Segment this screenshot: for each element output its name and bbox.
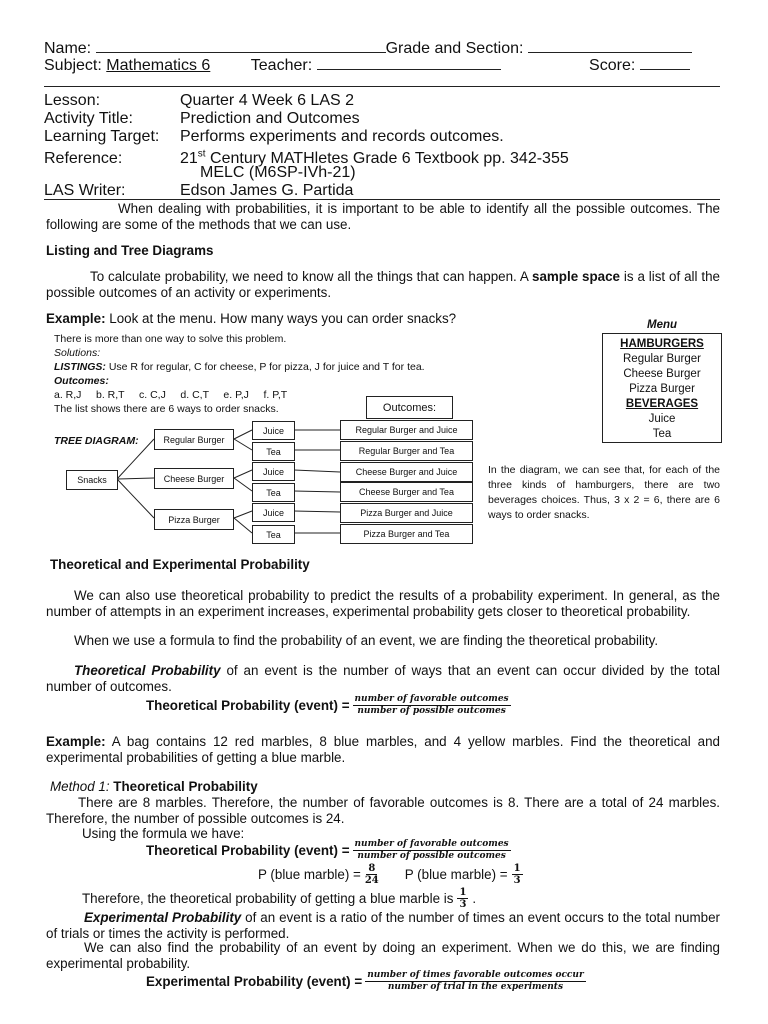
tree-line bbox=[294, 470, 340, 472]
activity-value: Prediction and Outcomes bbox=[180, 110, 360, 127]
solutions-label: Solutions: bbox=[54, 347, 101, 359]
subject-label: Subject: bbox=[44, 57, 102, 74]
writer-value: Edson James G. Partida bbox=[180, 182, 354, 199]
solution-line1: There is more than one way to solve this problem. bbox=[54, 333, 287, 345]
formula-denominator: number of possible outcomes bbox=[357, 706, 506, 716]
formula-label: Theoretical Probability (event) = bbox=[146, 698, 350, 713]
tree-line bbox=[234, 470, 252, 478]
method1-conclusion: Therefore, the theoretical probability of getting a blue marble is $\frac{1}{3}$ . bbox=[82, 887, 477, 910]
tree-burger-cheese: Cheese Burger bbox=[154, 468, 234, 489]
melc-value: MELC (M6SP-IVh-21) bbox=[200, 164, 356, 181]
menu-title: Menu bbox=[646, 319, 678, 331]
fraction-1-3: $\frac{1}{3}$ bbox=[513, 863, 521, 886]
menu-item: Juice bbox=[648, 413, 676, 425]
method1-formula: Theoretical Probability (event) = $\frac{\text{number of favorable outcomes}}{\text{number of possible outcomes}}$ bbox=[146, 839, 509, 861]
tree-line bbox=[234, 511, 252, 518]
listings-line: LISTINGS: Use R for regular, C for cheese, P for pizza, J for juice and T for tea. bbox=[54, 361, 425, 373]
menu-hamburgers-heading: HAMBURGERS bbox=[620, 338, 704, 350]
experimental-definition: Experimental Probability of an event is a ratio of the number of times an event occurs to the total number of trials or times the activity is performed. bbox=[46, 910, 720, 941]
tree-outcome: Cheese Burger and Tea bbox=[340, 482, 473, 502]
tree-outcome: Pizza Burger and Juice bbox=[340, 503, 473, 523]
diagram-note: In the diagram, we can see that, for each of the three kinds of hamburgers, there are two beverages choices. Thus, 3 x 2 = 6, there are 6 ways to order snacks. bbox=[488, 464, 720, 521]
teacher-label: Teacher: bbox=[250, 57, 313, 74]
formula-fraction: $\frac{\text{number of favorable outcomes}}{\text{number of possible outcomes}}$ bbox=[354, 839, 509, 861]
listing-heading: Listing and Tree Diagrams bbox=[46, 243, 214, 258]
tree-line bbox=[294, 511, 340, 512]
reference-label: Reference: bbox=[44, 150, 123, 168]
name-label: Name: bbox=[44, 40, 92, 57]
tree-line bbox=[234, 430, 252, 439]
menu-item: Tea bbox=[652, 428, 672, 440]
method1-title: Method 1: Theoretical Probability bbox=[50, 779, 258, 794]
theoretical-experimental-heading: Theoretical and Experimental Probability bbox=[50, 557, 310, 572]
tree-line bbox=[234, 439, 252, 450]
tree-outcome: Regular Burger and Tea bbox=[340, 441, 473, 461]
tree-drink-tea: Tea bbox=[252, 483, 295, 502]
tree-outcomes-header: Outcomes: bbox=[366, 396, 453, 419]
target-value: Performs experiments and records outcomes. bbox=[180, 128, 504, 145]
experimental-formula: Experimental Probability (event) = $\frac{\text{number of times favorable outcomes occur}}{\text{number of trial in the experiments}}$ bbox=[146, 970, 584, 992]
activity-label: Activity Title: bbox=[44, 110, 133, 127]
example-marbles: Example: A bag contains 12 red marbles, 8 blue marbles, and 4 yellow marbles. Find the theoretical and experimental probabilities of getting a blue marble. bbox=[46, 734, 720, 765]
tree-line bbox=[234, 478, 252, 491]
theoretical-formula bbox=[146, 694, 511, 717]
p-blue-label: P (blue marble) = bbox=[258, 867, 361, 882]
outcomes-list: a. R,J b. R,T c. C,J d. C,T e. P,J f. P,T bbox=[54, 389, 288, 401]
tree-burger-regular: Regular Burger bbox=[154, 429, 234, 450]
formula-fraction: $\frac{\text{number of times favorable outcomes occur}}{\text{number of trial in the experiments}}$ bbox=[367, 970, 584, 992]
grade-label: Grade and Section: bbox=[385, 40, 524, 57]
menu-item: Regular Burger bbox=[623, 353, 701, 365]
lesson-label: Lesson: bbox=[44, 92, 101, 109]
solution-summary: The list shows there are 6 ways to order snacks. bbox=[54, 403, 279, 415]
tree-line bbox=[117, 439, 154, 479]
menu-beverages-heading: BEVERAGES bbox=[625, 398, 699, 410]
lesson-value: Quarter 4 Week 6 LAS 2 bbox=[180, 92, 355, 109]
tree-outcome: Pizza Burger and Tea bbox=[340, 524, 473, 544]
reference-value: 21st Century MATHletes Grade 6 Textbook pp. 342-355 bbox=[180, 149, 569, 168]
sample-space-paragraph: To calculate probability, we need to know all the things that can happen. A sample space is a list of all the possible outcomes of an activity or experiments. bbox=[46, 269, 720, 300]
tree-drink-juice: Juice bbox=[252, 503, 295, 522]
method1-using: Using the formula we have: bbox=[82, 826, 245, 841]
theoretical-para1: We can also use theoretical probability to predict the results of a probability experiment. In general, as the number of attempts in an experiment increases, experimental probability gets closer to theoretical probability. bbox=[46, 588, 720, 619]
menu-item: Pizza Burger bbox=[629, 383, 695, 395]
intro-paragraph: When dealing with probabilities, it is important to be able to identify all the possible outcomes. The following are some of the methods that we can use. bbox=[46, 201, 720, 232]
method1-paragraph: There are 8 marbles. Therefore, the number of favorable outcomes is 8. There are a total of 24 marbles. Therefore, the number of possible outcomes is 24. bbox=[46, 795, 720, 826]
menu-box bbox=[602, 333, 722, 443]
experimental-paragraph: We can also find the probability of an event by doing an experiment. When we do this, we are finding experimental probability. bbox=[46, 940, 720, 971]
tree-line bbox=[117, 478, 154, 479]
tree-burger-pizza: Pizza Burger bbox=[154, 509, 234, 530]
theoretical-definition: Theoretical Probability of an event is the number of ways that an event can occur divided by the total number of outcomes. bbox=[46, 663, 720, 694]
tree-line bbox=[234, 518, 252, 533]
tree-outcome: Cheese Burger and Juice bbox=[340, 462, 473, 482]
menu-item: Cheese Burger bbox=[623, 368, 701, 380]
tree-line bbox=[117, 479, 154, 518]
tree-drink-juice: Juice bbox=[252, 421, 295, 440]
writer-label: LAS Writer: bbox=[44, 182, 126, 199]
example-menu: Example: Look at the menu. How many ways you can order snacks? bbox=[46, 311, 457, 326]
theoretical-para2: When we use a formula to find the probability of an event, we are finding the theoretical probability. bbox=[74, 633, 659, 648]
target-label: Learning Target: bbox=[44, 128, 160, 145]
tree-label: TREE DIAGRAM: bbox=[54, 435, 139, 447]
formula-numerator: number of favorable outcomes bbox=[354, 694, 509, 704]
tree-drink-juice: Juice bbox=[252, 462, 295, 481]
formula-fraction bbox=[353, 694, 511, 717]
tree-outcome: Regular Burger and Juice bbox=[340, 420, 473, 440]
p-blue-label: P (blue marble) = bbox=[404, 867, 508, 882]
subject-value: Mathematics 6 bbox=[106, 57, 211, 74]
fraction-8-24: $\frac{8}{24}$ bbox=[364, 863, 379, 886]
tree-drink-tea: Tea bbox=[252, 442, 295, 461]
score-label: Score: bbox=[589, 57, 636, 74]
fraction-1-3: $\frac{1}{3}$ bbox=[459, 887, 467, 910]
p-blue-marble-row bbox=[258, 863, 523, 886]
tree-drink-tea: Tea bbox=[252, 525, 295, 544]
tree-line bbox=[294, 491, 340, 492]
outcomes-label: Outcomes: bbox=[54, 375, 109, 387]
tree-root: Snacks bbox=[66, 470, 118, 490]
